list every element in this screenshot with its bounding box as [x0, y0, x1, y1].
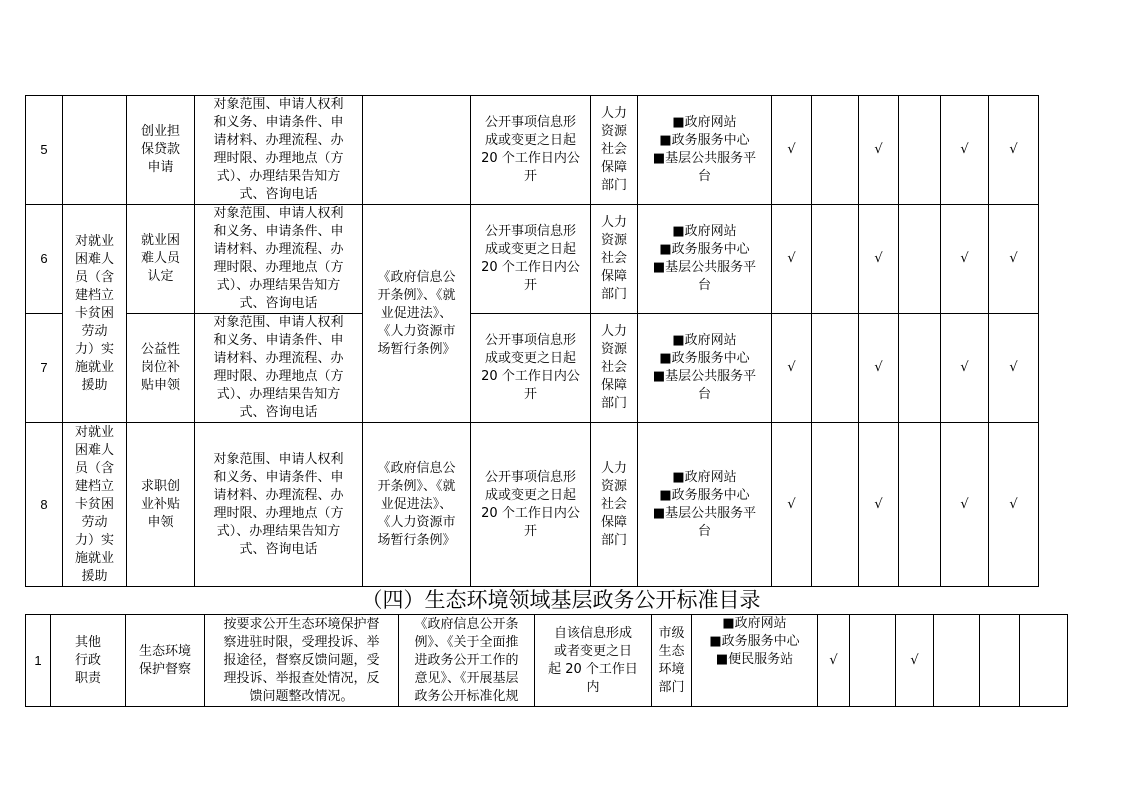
check-cell [899, 205, 941, 314]
channels-cell: ■政府网站 ■政务服务中心 ■基层公共服务平 台 [638, 314, 772, 423]
check-cell [812, 423, 859, 587]
row-number: 7 [26, 314, 63, 423]
item-cell: 就业困 难人员 认定 [127, 205, 195, 314]
channels-cell: ■政府网站 ■政务服务中心 ■便民服务站 [692, 615, 818, 707]
table-row [26, 615, 1068, 707]
check-cell: √ [859, 96, 899, 205]
department-cell: 市级 生态 环境 部门 [652, 615, 692, 707]
check-cell: √ [859, 314, 899, 423]
category-cell: 其他 行政 职责 [51, 615, 126, 707]
check-cell: √ [859, 423, 899, 587]
item-cell: 求职创 业补贴 申领 [127, 423, 195, 587]
item-cell: 生态环境 保护督察 [126, 615, 205, 707]
check-cell: √ [772, 96, 812, 205]
row-number: 1 [26, 615, 51, 707]
check-cell [812, 205, 859, 314]
check-cell: √ [941, 205, 989, 314]
content-cell: 对象范围、申请人权利 和义务、申请条件、申 请材料、办理流程、办 理时限、办理地点（方 式）、办理结果告知方 式、咨询电话 [195, 423, 363, 587]
check-cell [812, 96, 859, 205]
check-cell: √ [772, 205, 812, 314]
check-cell [812, 314, 859, 423]
table-row [26, 314, 1039, 423]
category-cell: 对就业 困难人 员（含 建档立 卡贫困 劳动 力）实 施就业 援助 [63, 205, 127, 423]
basis-cell: 《政府信息公 开条例》、《就 业促进法》、 《人力资源市 场暂行条例》 [363, 423, 471, 587]
channels-cell: ■政府网站 ■政务服务中心 ■基层公共服务平 台 [638, 205, 772, 314]
table-row [26, 205, 1039, 314]
department-cell: 人力 资源 社会 保障 部门 [591, 205, 638, 314]
time-limit-cell: 公开事项信息形 成或变更之日起 20 个工作日内公 开 [471, 314, 591, 423]
check-cell [1020, 615, 1068, 707]
item-cell: 创业担 保贷款 申请 [127, 96, 195, 205]
content-cell: 对象范围、申请人权利 和义务、申请条件、申 请材料、办理流程、办 理时限、办理地点（方 式）、办理结果告知方 式、咨询电话 [195, 314, 363, 423]
channels-cell: ■政府网站 ■政务服务中心 ■基层公共服务平 台 [638, 96, 772, 205]
basis-cell: 《政府信息公 开条例》、《就 业促进法》、 《人力资源市 场暂行条例》 [363, 205, 471, 423]
check-cell [899, 423, 941, 587]
item-cell: 公益性 岗位补 贴申领 [127, 314, 195, 423]
check-cell: √ [989, 205, 1039, 314]
check-cell: √ [818, 615, 850, 707]
check-cell: √ [896, 615, 934, 707]
table-row [26, 96, 1039, 205]
check-cell [934, 615, 980, 707]
check-cell: √ [941, 314, 989, 423]
department-cell: 人力 资源 社会 保障 部门 [591, 96, 638, 205]
check-cell: √ [941, 423, 989, 587]
content-cell: 对象范围、申请人权利 和义务、申请条件、申 请材料、办理流程、办 理时限、办理地点（方 式）、办理结果告知方 式、咨询电话 [195, 205, 363, 314]
check-cell: √ [989, 423, 1039, 587]
catalog-table-employment [25, 95, 1039, 587]
row-number: 6 [26, 205, 63, 314]
category-cell [63, 96, 127, 205]
section-title: （四）生态环境领域基层政务公开标准目录 [361, 588, 761, 612]
check-cell: √ [941, 96, 989, 205]
row-number: 8 [26, 423, 63, 587]
time-limit-cell: 公开事项信息形 成或变更之日起 20 个工作日内公 开 [471, 96, 591, 205]
check-cell: √ [772, 423, 812, 587]
category-cell: 对就业 困难人 员（含 建档立 卡贫困 劳动 力）实 施就业 援助 [63, 423, 127, 587]
department-cell: 人力 资源 社会 保障 部门 [591, 314, 638, 423]
time-limit-cell: 自该信息形成 或者变更之日 起 20 个工作日 内 [535, 615, 652, 707]
check-cell [899, 96, 941, 205]
content-cell: 按要求公开生态环境保护督 察进驻时限，受理投诉、举 报途径，督察反馈问题，受 理投诉、举报查处情况，反 馈问题整改情况。 [205, 615, 399, 707]
basis-cell: 《政府信息公开条 例》、《关于全面推 进政务公开工作的 意见》、《开展基层 政务公开标准化规 [399, 615, 535, 707]
time-limit-cell: 公开事项信息形 成或变更之日起 20 个工作日内公 开 [471, 423, 591, 587]
content-cell: 对象范围、申请人权利 和义务、申请条件、申 请材料、办理流程、办 理时限、办理地点（方 式）、办理结果告知方 式、咨询电话 [195, 96, 363, 205]
check-cell: √ [772, 314, 812, 423]
check-cell [899, 314, 941, 423]
check-cell: √ [989, 96, 1039, 205]
check-cell: √ [859, 205, 899, 314]
department-cell: 人力 资源 社会 保障 部门 [591, 423, 638, 587]
channels-cell: ■政府网站 ■政务服务中心 ■基层公共服务平 台 [638, 423, 772, 587]
table-row [26, 423, 1039, 587]
basis-cell [363, 96, 471, 205]
check-cell [980, 615, 1020, 707]
row-number: 5 [26, 96, 63, 205]
check-cell: √ [989, 314, 1039, 423]
check-cell [850, 615, 896, 707]
time-limit-cell: 公开事项信息形 成或变更之日起 20 个工作日内公 开 [471, 205, 591, 314]
catalog-table-ecology [25, 614, 1068, 707]
